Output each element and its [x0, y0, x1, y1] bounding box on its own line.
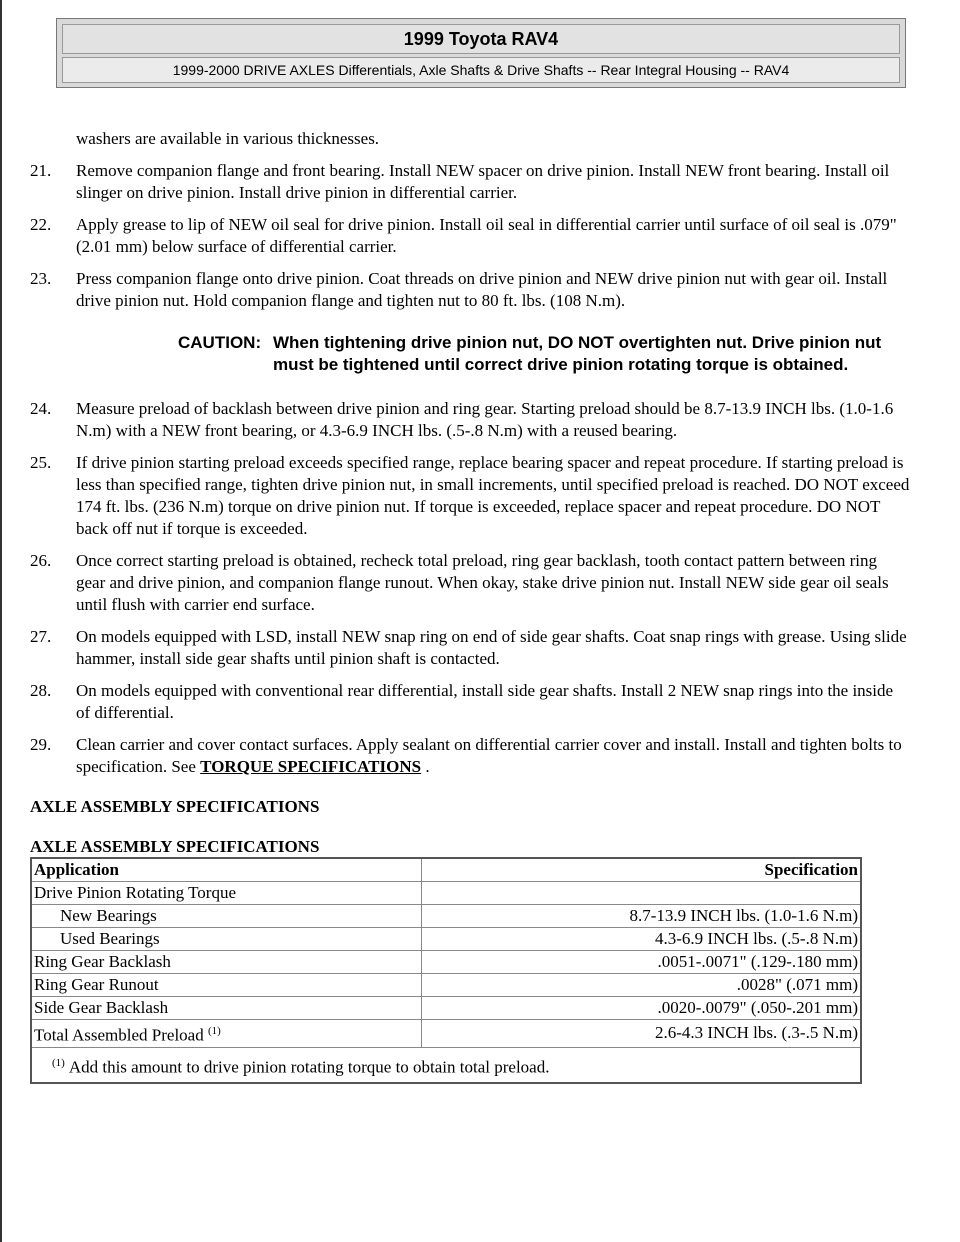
step-text: Remove companion flange and front bearing. Install NEW spacer on drive pinion. Install NEW front bearing. Install oil slinger on drive pinion. Install drive pinion in differential carrier.	[76, 161, 890, 202]
table-title: AXLE ASSEMBLY SPECIFICATIONS	[30, 837, 320, 856]
table-row	[31, 905, 861, 928]
step-27	[30, 626, 910, 670]
step-number: 24.	[30, 399, 52, 418]
specification-cell: .0020-.0079" (.050-.201 mm)	[421, 997, 861, 1020]
left-border-rule	[0, 0, 2, 1242]
column-header-specification: Specification	[421, 858, 861, 882]
step-text: On models equipped with conventional rear differential, install side gear shafts. Install 2 NEW snap rings into the inside of differential.	[76, 681, 894, 722]
document-subtitle: 1999-2000 DRIVE AXLES Differentials, Axle Shafts & Drive Shafts -- Rear Integral Housing -- RAV4	[62, 57, 900, 83]
step-text: Measure preload of backlash between drive pinion and ring gear. Starting preload should be 8.7-13.9 INCH lbs. (1.0-1.6 N.m) with a NEW front bearing, or 4.3-6.9 INCH lbs. (.5-.8 N.m) with a reused bearing.	[76, 399, 894, 440]
torque-specifications-link[interactable]: TORQUE SPECIFICATIONS	[200, 757, 422, 776]
table-row	[31, 974, 861, 997]
step-22	[30, 214, 910, 258]
step-number: 21.	[30, 161, 52, 180]
step-number: 23.	[30, 269, 52, 288]
footnote-text: Add this amount to drive pinion rotating torque to obtain total preload.	[68, 1057, 550, 1077]
step-text: On models equipped with LSD, install NEW snap ring on end of side gear shafts. Coat snap rings with grease. Using slide hammer, install side gear shafts until pinion shaft is contacted.	[76, 627, 907, 668]
table-row	[31, 928, 861, 951]
application-label: Total Assembled Preload	[34, 1025, 204, 1045]
application-cell	[31, 1020, 421, 1048]
step-25	[30, 452, 910, 540]
table-footnote-row	[31, 1047, 861, 1083]
document-title: 1999 Toyota RAV4	[62, 24, 900, 54]
step-number: 29.	[30, 735, 52, 754]
step-number: 26.	[30, 551, 52, 570]
specification-cell: .0028" (.071 mm)	[421, 974, 861, 997]
application-cell: Ring Gear Runout	[31, 974, 421, 997]
step-28	[30, 680, 910, 724]
footnote-marker: (1)	[52, 1056, 65, 1069]
step-text: Apply grease to lip of NEW oil seal for drive pinion. Install oil seal in differential carrier until surface of oil seal is .079" (2.01 mm) below surface of differential carrier.	[76, 215, 897, 256]
table-header-row	[31, 858, 861, 882]
step-text: Once correct starting preload is obtained, recheck total preload, ring gear backlash, tooth contact pattern between ring gear and drive pinion, and companion flange runout. When okay, stake drive pinion nut. Install NEW side gear oil seals until flush with carrier end surface.	[76, 551, 889, 614]
application-cell: New Bearings	[31, 905, 421, 928]
specification-cell: 2.6-4.3 INCH lbs. (.3-.5 N.m)	[421, 1020, 861, 1048]
step-text-body: Clean carrier and cover contact surfaces. Apply sealant on differential carrier cover and install. Install and tighten bolts to specification. See	[76, 735, 902, 776]
step-29	[30, 734, 910, 778]
application-cell: Ring Gear Backlash	[31, 951, 421, 974]
step-text: If drive pinion starting preload exceeds specified range, replace bearing spacer and repeat procedure. If starting preload is less than specified range, tighten drive pinion nut, in small increments, until specified preload is reached. DO NOT exceed 174 ft. lbs. (236 N.m) torque on drive pinion nut. If torque is exceeded, replace spacer and repeat procedure. DO NOT back off nut if torque is exceeded.	[76, 453, 910, 538]
specification-cell	[421, 882, 861, 905]
table-row	[31, 882, 861, 905]
caution-text: When tightening drive pinion nut, DO NOT overtighten nut. Drive pinion nut must be tightened until correct drive pinion rotating torque is obtained.	[273, 333, 882, 374]
document-header	[56, 18, 906, 88]
application-cell: Drive Pinion Rotating Torque	[31, 882, 421, 905]
caution-note	[178, 332, 908, 376]
step-text-end: .	[425, 757, 430, 776]
application-cell: Side Gear Backlash	[31, 997, 421, 1020]
table-row	[31, 997, 861, 1020]
continued-paragraph: washers are available in various thicknesses.	[76, 129, 380, 148]
table-footnote	[31, 1047, 861, 1083]
step-number: 25.	[30, 453, 52, 472]
step-24	[30, 398, 910, 442]
table-row	[31, 951, 861, 974]
specification-cell: .0051-.0071" (.129-.180 mm)	[421, 951, 861, 974]
step-number: 27.	[30, 627, 52, 646]
specifications-table	[30, 857, 862, 1084]
step-number: 28.	[30, 681, 52, 700]
step-23	[30, 268, 910, 312]
footnote-marker: (1)	[207, 1025, 221, 1037]
specification-cell: 4.3-6.9 INCH lbs. (.5-.8 N.m)	[421, 928, 861, 951]
step-21	[30, 160, 910, 204]
step-26	[30, 550, 910, 616]
step-text	[76, 734, 910, 778]
specification-cell: 8.7-13.9 INCH lbs. (1.0-1.6 N.m)	[421, 905, 861, 928]
section-heading: AXLE ASSEMBLY SPECIFICATIONS	[30, 797, 320, 816]
step-number: 22.	[30, 215, 52, 234]
procedure-body	[30, 128, 910, 858]
column-header-application: Application	[31, 858, 421, 882]
table-row	[31, 1020, 861, 1048]
caution-label: CAUTION:	[178, 333, 262, 352]
step-text: Press companion flange onto drive pinion. Coat threads on drive pinion and NEW drive pinion nut with gear oil. Install drive pinion nut. Hold companion flange and tighten nut to 80 ft. lbs. (108 N.m).	[76, 269, 888, 310]
application-cell: Used Bearings	[31, 928, 421, 951]
